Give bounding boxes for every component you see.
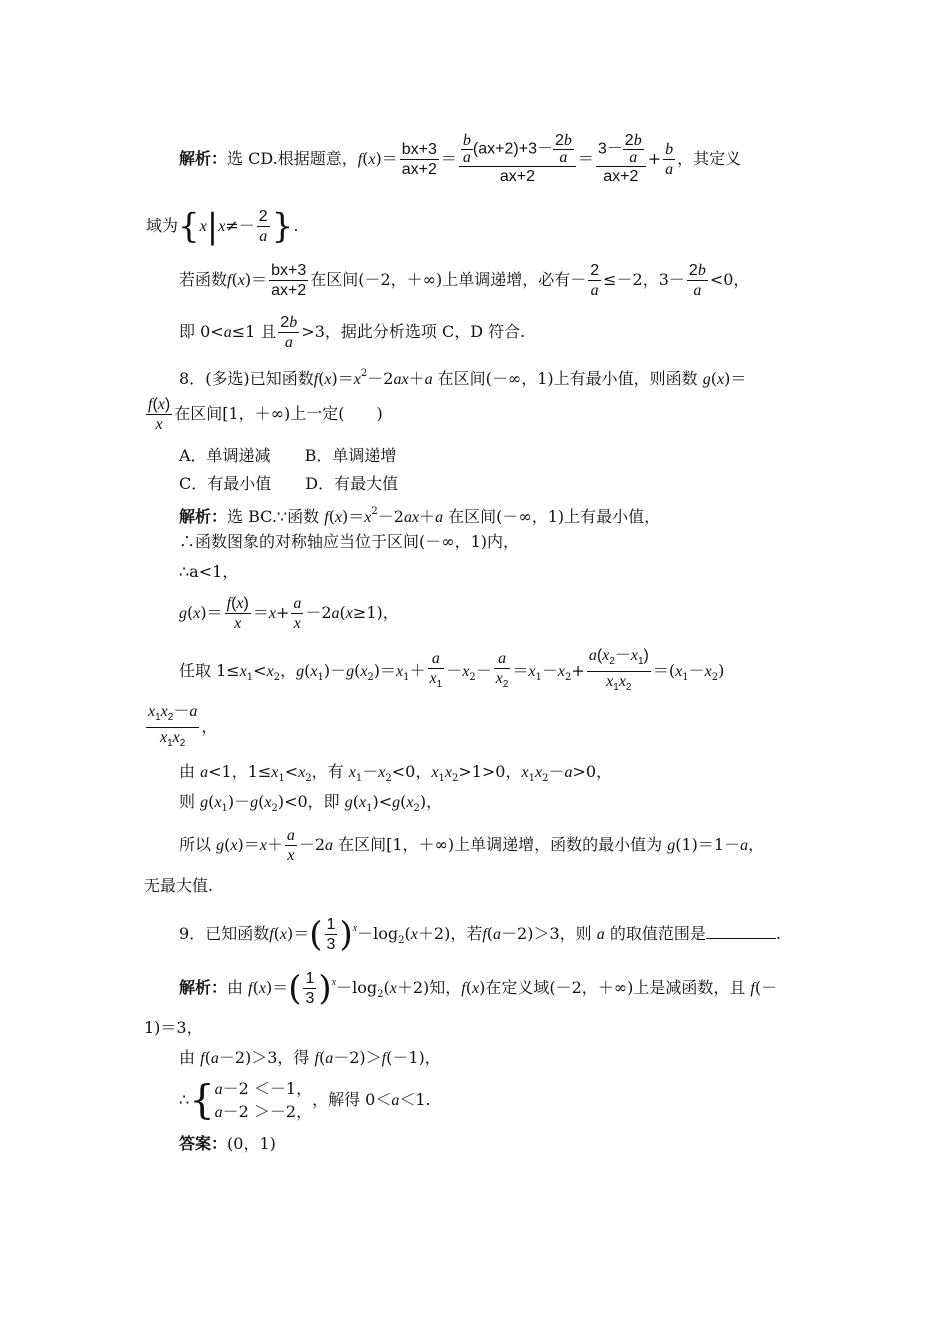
definition-tail: ，其定义 bbox=[677, 149, 742, 168]
q8-solution-line-3: ∴a<1， bbox=[179, 562, 239, 581]
q8-solution-line-10: 无最大值. bbox=[144, 876, 214, 895]
q8-solution-line-7: 由 a<1，$1\le x_1<x_2$，有 $x_1-x_2<0$，$x_1x_2>1>0$，$x_1x_2-a>0$， bbox=[179, 762, 613, 784]
answer-label: 答案： bbox=[179, 1134, 228, 1153]
q8-solution-line-9: 所以 g(x)＝x＋ $\frac{a}{x}$ －2a 在区间[1，＋∞)上单调递增，函数的最小值为 g(1)＝1－a， bbox=[179, 827, 765, 864]
q8-solution-line-8: 则 $g(x_1)-g(x_2)<0$，即 $g(x_1)<g(x_2)$， bbox=[179, 792, 443, 814]
q9-answer-line bbox=[179, 1134, 276, 1154]
q8-solution-line-6: $\frac{x_1x_2-a}{x_1x_2}$ ， bbox=[148, 703, 218, 749]
q8-solution-line-5: 任取 $1\le x_1<x_2$，$g(x_1)-g(x_2)=x_1+$ $\frac{a}{x_1}$ $-x_2-$ $\frac{a}{x_2}$ $=x_1-x_2+$ $\frac{a(x_2-x_1)}{x_1x_2}$ $=(x_1-x_2)$ bbox=[179, 647, 725, 693]
q7-domain-line: 域为{x|x≠－ $\frac{2}{a}$ }. bbox=[146, 206, 299, 247]
q8-solution-line-4: g(x)＝ $\frac{f(x)}{x}$ ＝x+ $\frac{a}{x}$ －2a(x≥1)， bbox=[179, 595, 399, 632]
q7-solution-line-1: 解析：选 CD.根据题意，f(x)＝ $\frac{bx+3}{ax+2}$ ＝ $\frac{b}{a}$ (ax+2)+3－ $\frac{2b}{a}$ ax+2 ＝ 3－ $\frac{2b}{a}$ ax+2 + $\frac{b}{a}$ ，其定义 bbox=[179, 132, 742, 185]
option-c: C．有最小值 bbox=[179, 474, 272, 493]
q9-solution-line-2: 1)＝3， bbox=[144, 1018, 203, 1037]
analysis-label: 解析： bbox=[179, 149, 228, 168]
domain-prefix: 域为 bbox=[146, 216, 179, 235]
q7-solution-line-2: 若函数f(x)＝ $\frac{bx+3}{ax+2}$ 在区间(－2，＋∞)上单调递增，必有－ $\frac{2}{a}$ ≤－2，3－ $\frac{2b}{a}$ <0， bbox=[179, 262, 750, 299]
q7-solution-line-3: 即 0<a≤1 且 $\frac{2b}{a}$ >3，据此分析选项 C，D 符合. bbox=[179, 314, 526, 351]
answer-blank bbox=[706, 924, 776, 939]
q9-stem: 9．已知函数f(x)＝( $\frac{1}{3}$ )$^x-\log_2(x+2)$，若f(a－2)＞3，则 a 的取值范围是 . bbox=[179, 914, 781, 955]
option-a: A．单调递减 bbox=[179, 446, 271, 465]
q8-options-row-1 bbox=[179, 446, 396, 466]
q9-solution-line-1: 解析：由 f(x)＝( $\frac{1}{3}$ )$^x-\log_2(x+2)$知，f(x)在定义域(－2，＋∞)上是减函数，且 f(－ bbox=[179, 968, 778, 1009]
option-b: B．单调递增 bbox=[304, 446, 397, 465]
q8-stem-line-2: $\frac{f(x)}{x}$ 在区间[1，＋∞)上一定( ) bbox=[148, 396, 383, 433]
q8-solution-line-1: 解析：选 BC.∵函数 $f(x)=x^2-2ax+a$ 在区间(－∞，1)上有最小值， bbox=[179, 506, 661, 526]
answer-value: (0，1) bbox=[227, 1134, 276, 1153]
choose-cd-text: 选 CD.根据题意， bbox=[227, 149, 358, 168]
option-d: D．有最大值 bbox=[305, 474, 399, 493]
q8-stem-line-1: 8．(多选)已知函数$f(x)=x^2-2ax+a$ 在区间(－∞，1)上有最小值，则函数 g(x)＝ bbox=[179, 368, 747, 388]
q9-solution-system: ∴{ a－2 ＜－1， a－2 ＞－2， ，解得 0＜a＜1. bbox=[179, 1077, 431, 1124]
q8-options-row-2 bbox=[179, 474, 398, 494]
q8-solution-line-2: ∴函数图象的对称轴应当位于区间(－∞，1)内， bbox=[179, 532, 519, 551]
q9-solution-line-3: 由 f(a－2)＞3，得 f(a－2)＞f(－1)， bbox=[179, 1048, 441, 1067]
